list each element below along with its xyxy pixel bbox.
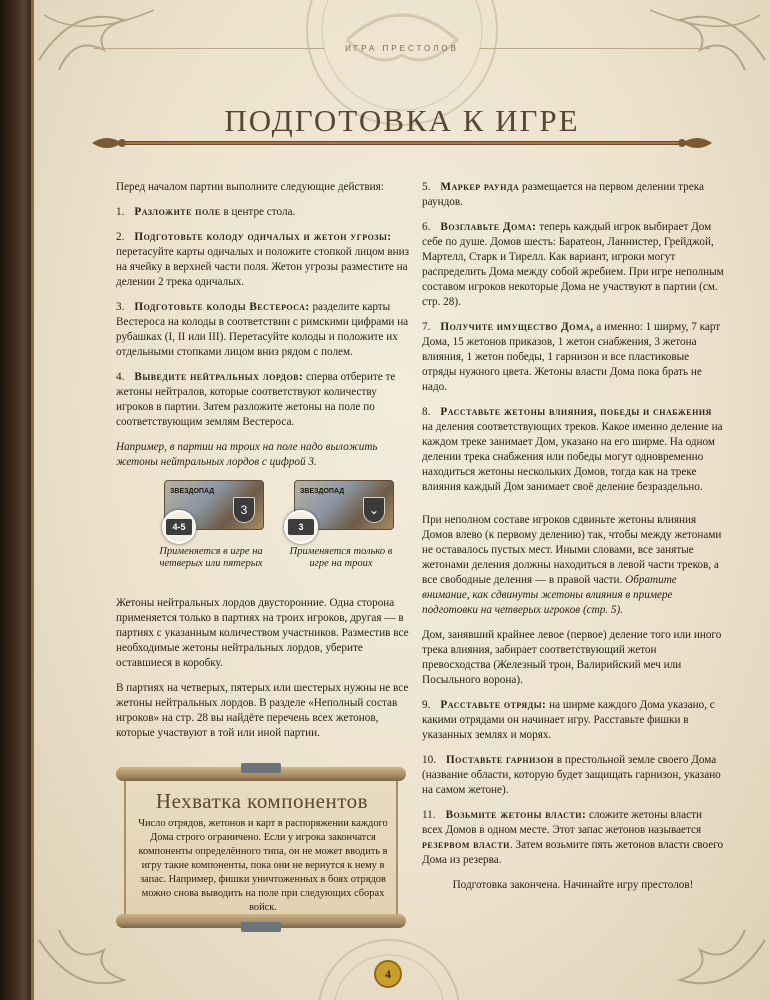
step-10: 10. Поставьте гарнизон в престольной земле своего Дома (название области, которую будет защищать гарнизон, указано на самом жетоне). bbox=[422, 754, 721, 796]
page-title: ПОДГОТОВКА К ИГРЕ bbox=[224, 103, 580, 138]
token-label: ЗВЕЗДОПАД bbox=[300, 488, 345, 495]
corner-ornament-top-left bbox=[34, 0, 174, 80]
shield-icon: ⌄ bbox=[363, 497, 385, 523]
step-3: 3. Подготовьте колоды Вестероса: разделите карты Вестероса на колоды в соответствии с римскими цифрами на рубашках (I, II или III). Перетасуйте колоды и положите их отдельными стопками лицом вниз рядом с полем. bbox=[116, 301, 409, 358]
shield-icon: 3 bbox=[233, 497, 255, 523]
right-column bbox=[422, 180, 724, 903]
scroll-text: Число отрядов, жетонов и карт в распоряжении каждого Дома строго ограничено. Если у игрока закончатся компоненты определённого типа, он не может вводить в игру такие компоненты, пока они не вернутся к нему в запас. Например, фишки уничтоженных в боях отрядов можно снова выводить на поле при следующих сборах войск. bbox=[138, 818, 388, 913]
neutral-token-examples bbox=[116, 480, 414, 588]
final-text: Подготовка закончена. Начинайте игру престолов! bbox=[452, 879, 694, 891]
step-8: 8. Расставьте жетоны влияния, победы и снабжения на деления соответствующих треков. Какое именно деление на каждом треке занимает Дом, указано на его ширме. На одном делении трека снабжения или победы могут одновременно находиться жетоны нескольких Домов, тогда как на треке влияния каждый Дом занимает своё деление безраздельно. bbox=[422, 406, 723, 493]
step-5: 5. Маркер раунда размещается на первом делении трека раундов. bbox=[422, 181, 704, 208]
example-text: Например, в партии на троих на поле надо выложить жетоны нейтральных лордов с цифрой 3. bbox=[116, 441, 378, 468]
corner-ornament-top-right bbox=[630, 0, 770, 80]
token-caption-3: Применяется только в игре на троих bbox=[289, 546, 393, 569]
token-caption-4-5: Применяется в игре на четверых или пятерых bbox=[159, 546, 263, 569]
shift-paragraph: При неполном составе игроков сдвиньте жетоны влияния Домов влево (к первому делению) так, чтобы между жетонами не оставалось пустых мест. Иными словами, все занятые жетонами деления должны находиться в левой части треков, а все свободные деления — в правой части. Обратите внимание, как сдвинуты жетоны влияния в примере подготовки на четверых игроков (стр. 5). bbox=[422, 514, 722, 616]
corner-ornament-bottom-right bbox=[630, 920, 770, 1000]
player-count-badge: 3 bbox=[284, 510, 318, 544]
title-divider bbox=[92, 136, 712, 150]
player-count-badge: 4-5 bbox=[162, 510, 196, 544]
page-number: 4 bbox=[374, 960, 402, 988]
running-title: ИГРА ПРЕСТОЛОВ bbox=[345, 44, 459, 53]
step-4: 4. Выведите нейтральных лордов: сперва отберите те жетоны нейтралов, которые соответствуют количеству игроков в партии. Затем разложите жетоны на поле по соответствующим землям Вестероса. bbox=[116, 371, 396, 428]
step-2: 2. Подготовьте колоду одичалых и жетон угрозы: перетасуйте карты одичалых и положите стопкой лицом вниз на ячейку в верхней части поля. Жетон угрозы разместите на делении 2 трека одичалых. bbox=[116, 231, 410, 288]
step-6: 6. Возглавьте Дома: теперь каждый игрок выбирает Дом себе по душе. Домов шесть: Баратеон, Ланнистер, Грейджой, Мартелл, Старк и Тирелл. Как вариант, игроки могут распределить Дома между собой жребием. При игре неполным составом игроков некоторые Дома не участвуют в партии (см. стр. 28). bbox=[422, 221, 724, 308]
partial-players-paragraph: В партиях на четверых, пятерых или шестерых нужны не все жетоны нейтральных лордов. В разделе «Неполный состав игроков» на стр. 28 вы найдёте перечень всех жетонов, которые участвуют в той или иной партии. bbox=[116, 682, 409, 739]
step-9: 9. Расставьте отряды: на ширме каждого Дома указано, с какими отрядами он начинает игру. Расставьте фишки в указанных землях и морях. bbox=[422, 699, 715, 741]
token-label: ЗВЕЗДОПАД bbox=[170, 488, 215, 495]
neutral-tokens-paragraph: Жетоны нейтральных лордов двусторонние. Одна сторона применяется только в партиях на троих игроков, другая — в партиях с указанным количеством участников. Разместив все необходимые жетоны нейтральных лордов, уберите оставшиеся в коробку. bbox=[116, 597, 409, 669]
leftmost-paragraph: Дом, занявший крайнее левое (первое) деление того или иного трека влияния, забирает соответствующий жетон превосходства (Железный трон, Валирийский меч или Посыльного ворона). bbox=[422, 629, 722, 686]
corner-ornament-bottom-left bbox=[34, 920, 174, 1000]
step-1: 1. Разложите поле в центре стола. bbox=[116, 206, 296, 218]
page bbox=[34, 0, 770, 1000]
step-11: 11. Возьмите жетоны власти: сложите жетоны власти всех Домов в одном месте. Этот запас жетонов называется резервом власти. Затем возьмите пять жетонов власти своего Дома из резерва. bbox=[422, 809, 724, 866]
left-column bbox=[116, 180, 414, 751]
scroll-title: Нехватка компонентов bbox=[155, 789, 369, 813]
intro-text: Перед началом партии выполните следующие действия: bbox=[116, 181, 384, 193]
book-spine bbox=[0, 0, 34, 1000]
step-7: 7. Получите имущество Дома, а именно: 1 ширму, 7 карт Дома, 15 жетонов приказов, 1 жетон снабжения, 3 жетона влияния, 1 жетон победы, 1 гарнизон и все пластиковые отряды нужного цвета. Жетоны власти Дома пока брать не надо. bbox=[422, 321, 721, 393]
component-limit-scroll bbox=[116, 763, 406, 928]
